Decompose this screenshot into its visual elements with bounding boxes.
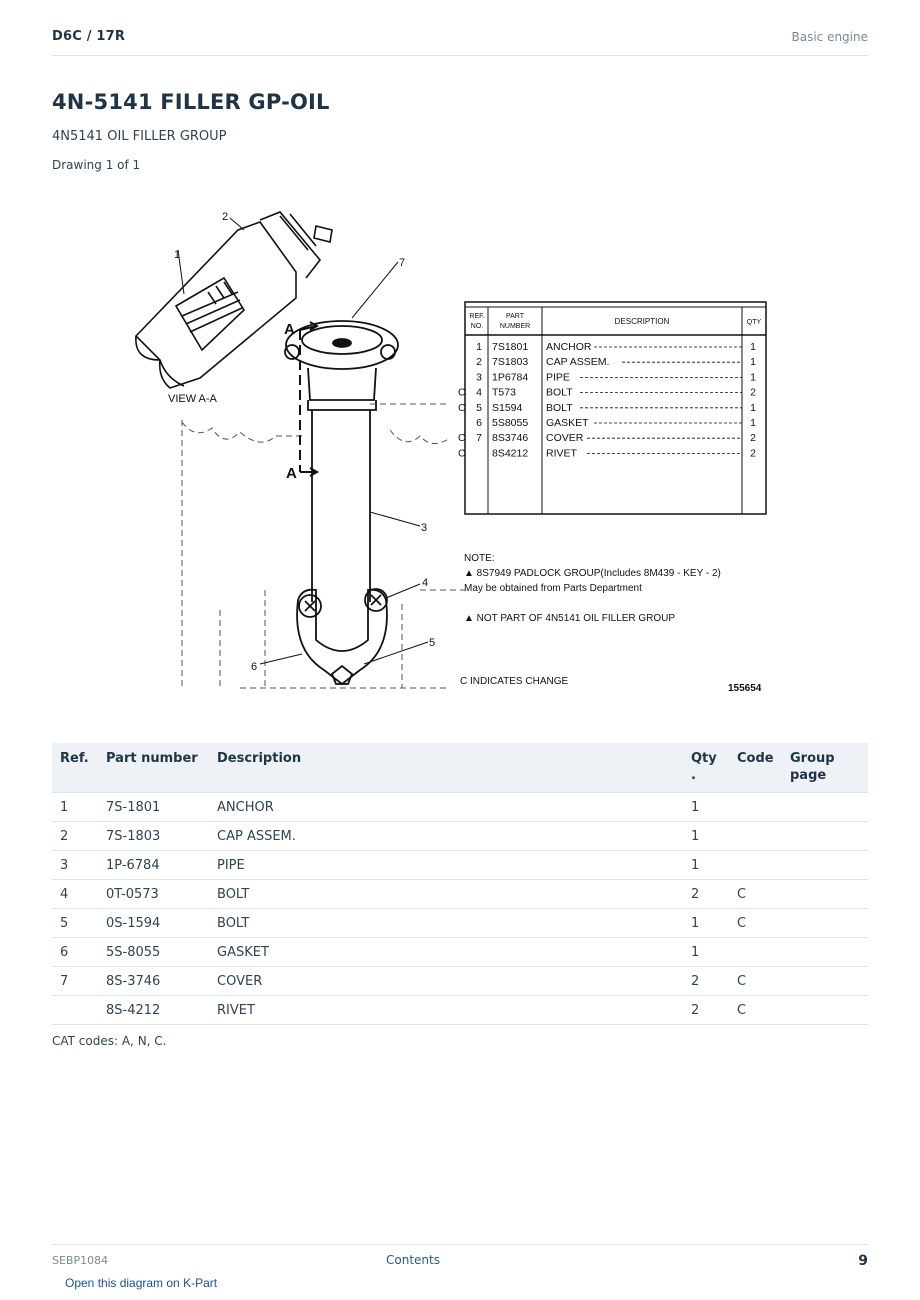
inset-description: BOLT [546,401,573,414]
parts-diagram [120,200,800,710]
inset-ref: 6 [476,417,482,429]
cell-group-page [782,851,868,880]
cat-codes: CAT codes: A, N, C. [52,1034,167,1048]
inset-description: PIPE [546,371,570,384]
kpart-diagram-link[interactable]: Open this diagram on K-Part [65,1276,218,1290]
cell-part-number: 5S-8055 [98,938,209,967]
cell-code: C [729,909,782,938]
cell-description: BOLT [209,909,683,938]
parts-table [52,743,868,1025]
page-footer [52,1244,868,1274]
cell-description: RIVET [209,996,683,1025]
inset-part-number: 5S8055 [492,417,529,429]
cell-description: BOLT [209,880,683,909]
contents-link[interactable]: Contents [386,1253,440,1267]
inset-qty: 1 [750,401,756,414]
inset-part-number: S1594 [492,401,523,414]
inset-header-part: PART [505,313,525,320]
table-header-row [52,743,868,793]
cell-group-page [782,938,868,967]
callout-6: 6 [251,661,258,673]
cell-qty: 1 [683,851,729,880]
inset-ref: 1 [476,341,482,353]
cell-qty: 1 [683,938,729,967]
section-marker-top: A [284,321,295,338]
inset-description: RIVET [546,447,577,460]
inset-qty: 2 [750,447,756,460]
inset-change-flag: C [458,447,466,460]
inset-header-ref-no: NO. [470,323,484,330]
inset-change-flag: C [458,386,466,399]
cell-group-page [782,909,868,938]
cell-part-number: 7S-1801 [98,793,209,822]
document-id: SEBP1084 [52,1254,109,1267]
note-line-2: May be obtained from Parts Department [464,583,642,594]
cell-qty: 1 [683,822,729,851]
column-header-part-number: Part number [98,743,209,793]
cell-group-page [782,967,868,996]
cell-description: ANCHOR [209,793,683,822]
cell-group-page [782,822,868,851]
cell-code [729,851,782,880]
inset-ref: 7 [476,432,482,445]
qty-header-line-1: Qty [691,751,717,766]
cell-part-number: 8S-3746 [98,967,209,996]
cell-part-number: 8S-4212 [98,996,209,1025]
cell-ref: 4 [52,880,98,909]
inset-part-number: 7S1803 [492,356,529,369]
section-name: Basic engine [791,30,868,44]
table-row [52,967,868,996]
inset-ref: 5 [476,401,482,414]
inset-description: COVER [546,432,584,445]
callout-1: 1 [174,249,181,261]
parts-diagram-svg [120,200,800,710]
page-title: 4N-5141 FILLER GP-OIL [52,90,330,114]
cell-qty: 2 [683,880,729,909]
inset-qty: 1 [750,341,756,353]
cell-group-page [782,996,868,1025]
callout-7: 7 [399,257,406,269]
cell-ref: 1 [52,793,98,822]
table-row [52,793,868,822]
column-header-code: Code [729,743,782,793]
table-row [52,880,868,909]
column-header-group-page: Group page [782,743,868,793]
inset-header-qty: QTY [746,319,762,326]
table-row [52,822,868,851]
table-row [52,938,868,967]
callout-5: 5 [429,637,436,649]
cell-qty: 1 [683,793,729,822]
illustration-id: 155654 [728,683,762,694]
cell-qty: 2 [683,967,729,996]
inset-description: GASKET [546,417,589,429]
column-header-ref: Ref. [52,743,98,793]
callout-3: 3 [421,522,428,534]
cell-part-number: 7S-1803 [98,822,209,851]
inset-ref: 4 [476,386,482,399]
cell-part-number: 0T-0573 [98,880,209,909]
page-number: 9 [858,1253,868,1269]
cell-part-number: 0S-1594 [98,909,209,938]
cell-code: C [729,880,782,909]
cell-code [729,793,782,822]
column-header-qty [683,743,729,793]
inset-qty: 1 [750,371,756,384]
inset-part-number: 8S3746 [492,432,529,445]
inset-ref: 2 [476,356,482,369]
group-subtitle: 4N5141 OIL FILLER GROUP [52,129,227,144]
cell-code [729,938,782,967]
cell-description: GASKET [209,938,683,967]
column-header-description: Description [209,743,683,793]
cell-ref: 7 [52,967,98,996]
note-line-3: ▲ NOT PART OF 4N5141 OIL FILLER GROUP [464,613,676,624]
cell-group-page [782,880,868,909]
filler-pipe-assembly [285,321,398,684]
inset-description: BOLT [546,386,573,399]
inset-ref: 3 [476,371,482,384]
inset-parts-table [458,302,766,514]
inset-part-number: T573 [492,386,516,399]
callout-2: 2 [222,211,229,223]
cell-code [729,822,782,851]
inset-header-ref: REF. [469,313,485,320]
inset-part-number: 7S1801 [492,341,529,353]
note-label: NOTE: [464,553,495,564]
inset-header-description: DESCRIPTION [614,317,670,326]
inset-header-part-number: NUMBER [499,323,531,330]
view-label: VIEW A-A [168,393,217,405]
cell-ref: 2 [52,822,98,851]
qty-header-line-2: . [691,768,696,783]
cell-description: CAP ASSEM. [209,822,683,851]
inset-description: CAP ASSEM. [546,356,610,369]
cell-description: COVER [209,967,683,996]
table-row [52,996,868,1025]
inset-part-number: 1P6784 [492,371,529,384]
callout-4: 4 [422,577,429,589]
inset-qty: 2 [750,432,756,445]
inset-qty: 2 [750,386,756,399]
cell-qty: 1 [683,909,729,938]
cell-code: C [729,967,782,996]
section-marker-bottom: A [286,465,297,482]
table-row [52,851,868,880]
inset-part-number: 8S4212 [492,447,529,460]
inset-change-flag: C [458,401,466,414]
breadcrumb: D6C / 17R [52,29,126,44]
inset-description: ANCHOR [546,341,592,353]
parts-table-body [52,793,868,1025]
inset-qty: 1 [750,356,756,369]
cell-code: C [729,996,782,1025]
page-header [52,29,868,56]
cell-ref: 3 [52,851,98,880]
change-note: C INDICATES CHANGE [460,676,569,687]
note-line-1: ▲ 8S7949 PADLOCK GROUP(Includes 8M439 - KEY - 2) [464,568,721,579]
cell-description: PIPE [209,851,683,880]
table-row [52,909,868,938]
cell-ref: 5 [52,909,98,938]
cell-ref [52,996,98,1025]
cell-ref: 6 [52,938,98,967]
inset-change-flag: C [458,432,466,445]
cell-qty: 2 [683,996,729,1025]
section-line [300,322,317,476]
drawing-count: Drawing 1 of 1 [52,158,141,172]
inset-qty: 1 [750,417,756,429]
cell-group-page [782,793,868,822]
cell-part-number: 1P-6784 [98,851,209,880]
